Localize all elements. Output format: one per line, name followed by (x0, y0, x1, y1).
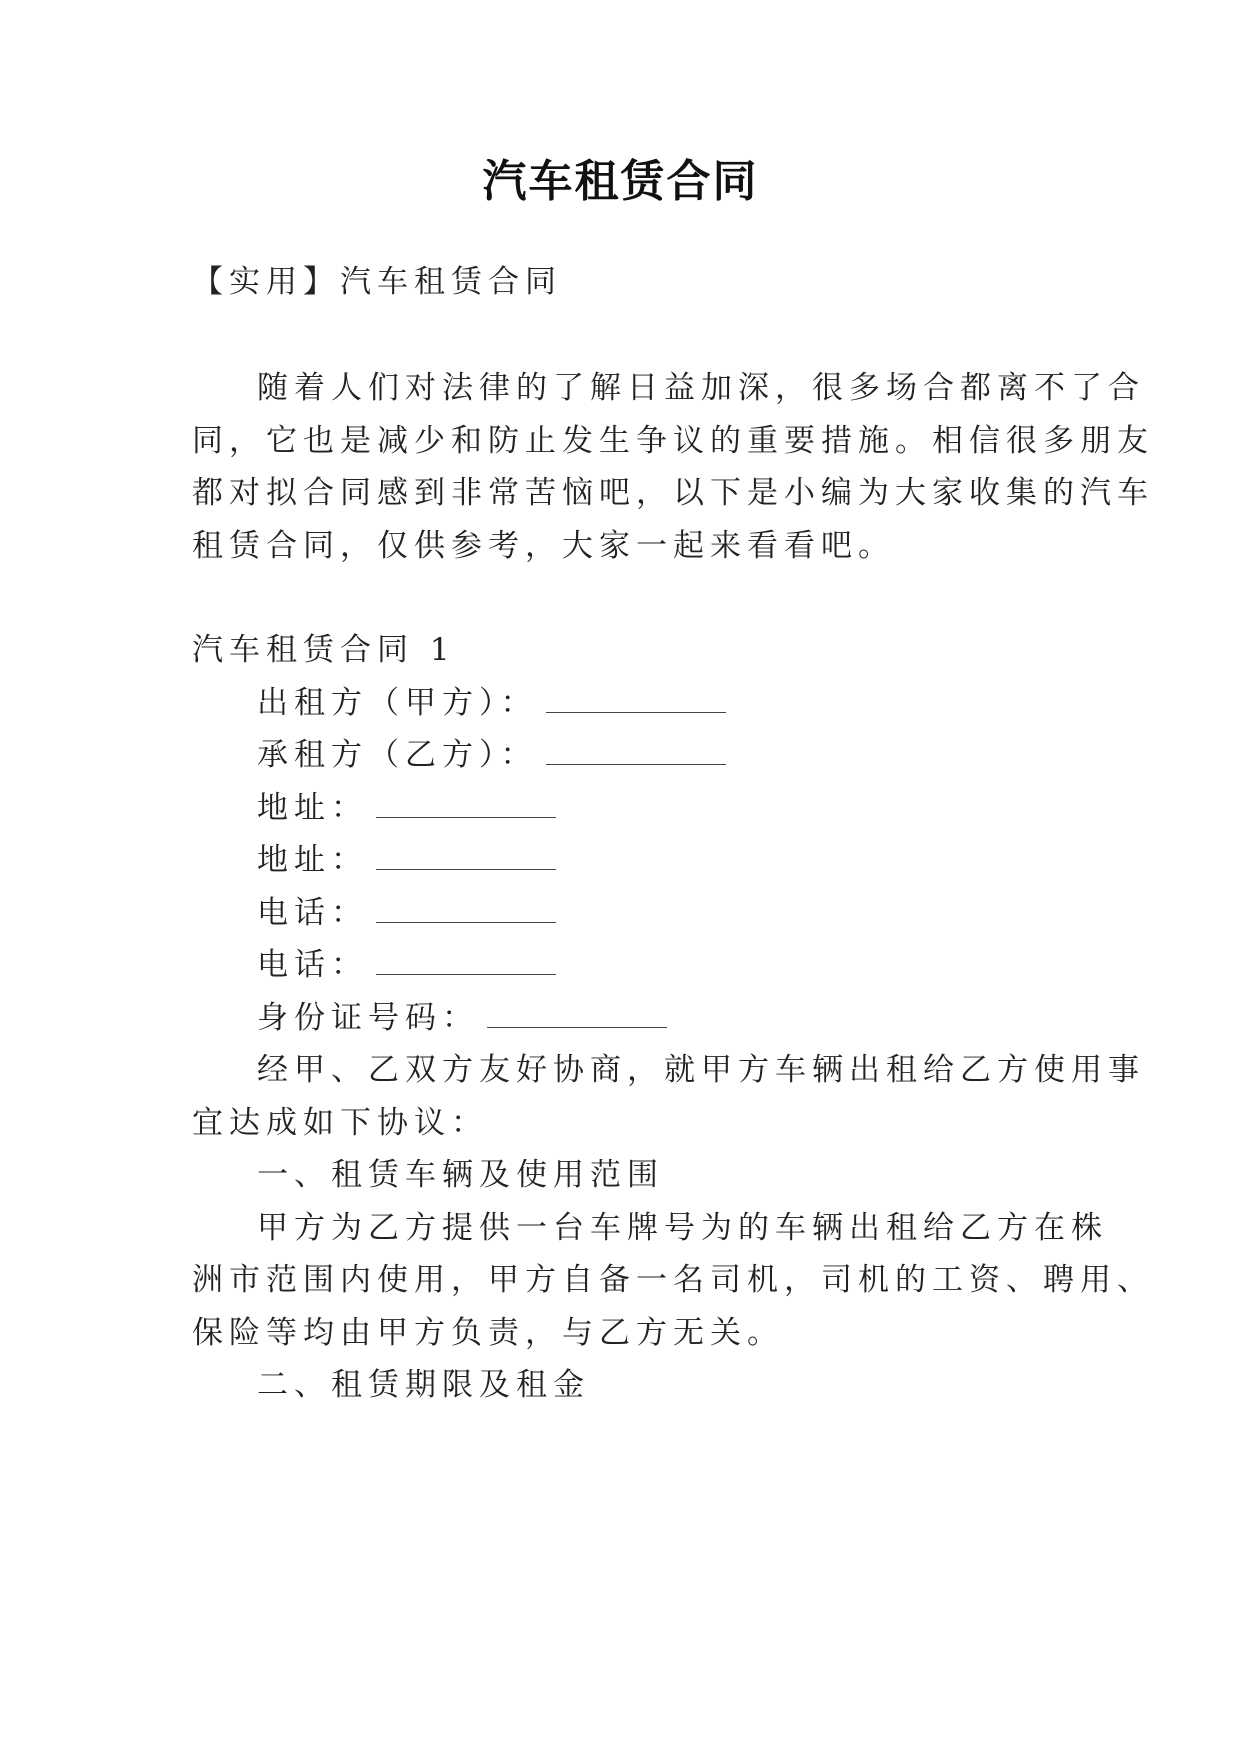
field-lessee-blank[interactable] (546, 737, 726, 765)
field-phone-1-label: 电话： (257, 895, 368, 931)
section-2-heading: 二、租赁期限及租金 (257, 1367, 590, 1403)
agreement-line-2: 宜达成如下协议： (192, 1105, 488, 1141)
document-subtitle: 【实用】汽车租赁合同 (192, 264, 562, 300)
field-phone-2 (257, 945, 556, 985)
agreement-line-1: 经甲、乙双方友好协商，就甲方车辆出租给乙方使用事 (257, 1052, 1145, 1088)
contract-heading: 汽车租赁合同 1 (192, 632, 456, 668)
field-lessee (257, 735, 726, 775)
section-1-line-2: 洲市范围内使用，甲方自备一名司机，司机的工资、聘用、 (192, 1262, 1154, 1298)
field-lessee-label: 承租方（乙方）： (257, 737, 538, 773)
section-1-line-3: 保险等均由甲方负责，与乙方无关。 (192, 1315, 784, 1351)
field-phone-1 (257, 893, 556, 933)
field-lessor-blank[interactable] (546, 685, 726, 713)
section-1-line-1: 甲方为乙方提供一台车牌号为的车辆出租给乙方在株 (257, 1210, 1108, 1246)
field-id-number-label: 身份证号码： (257, 1000, 479, 1036)
field-phone-2-label: 电话： (257, 947, 368, 983)
field-id-number-blank[interactable] (487, 1000, 667, 1028)
field-address-1 (257, 788, 556, 828)
intro-line-1: 随着人们对法律的了解日益加深，很多场合都离不了合 (257, 370, 1145, 406)
document-title: 汽车租赁合同 (482, 156, 759, 207)
field-phone-2-blank[interactable] (376, 947, 556, 975)
field-address-2-blank[interactable] (376, 842, 556, 870)
field-id-number (257, 998, 667, 1038)
field-lessor (257, 683, 726, 723)
section-1-heading: 一、租赁车辆及使用范围 (257, 1157, 664, 1193)
intro-line-3: 都对拟合同感到非常苦恼吧，以下是小编为大家收集的汽车 (192, 475, 1154, 511)
field-address-2-label: 地址： (257, 842, 368, 878)
intro-line-2: 同，它也是减少和防止发生争议的重要措施。相信很多朋友 (192, 423, 1154, 459)
field-address-1-label: 地址： (257, 790, 368, 826)
field-lessor-label: 出租方（甲方）： (257, 685, 538, 721)
intro-line-4: 租赁合同，仅供参考，大家一起来看看吧。 (192, 528, 895, 564)
field-address-2 (257, 840, 556, 880)
field-address-1-blank[interactable] (376, 790, 556, 818)
field-phone-1-blank[interactable] (376, 895, 556, 923)
